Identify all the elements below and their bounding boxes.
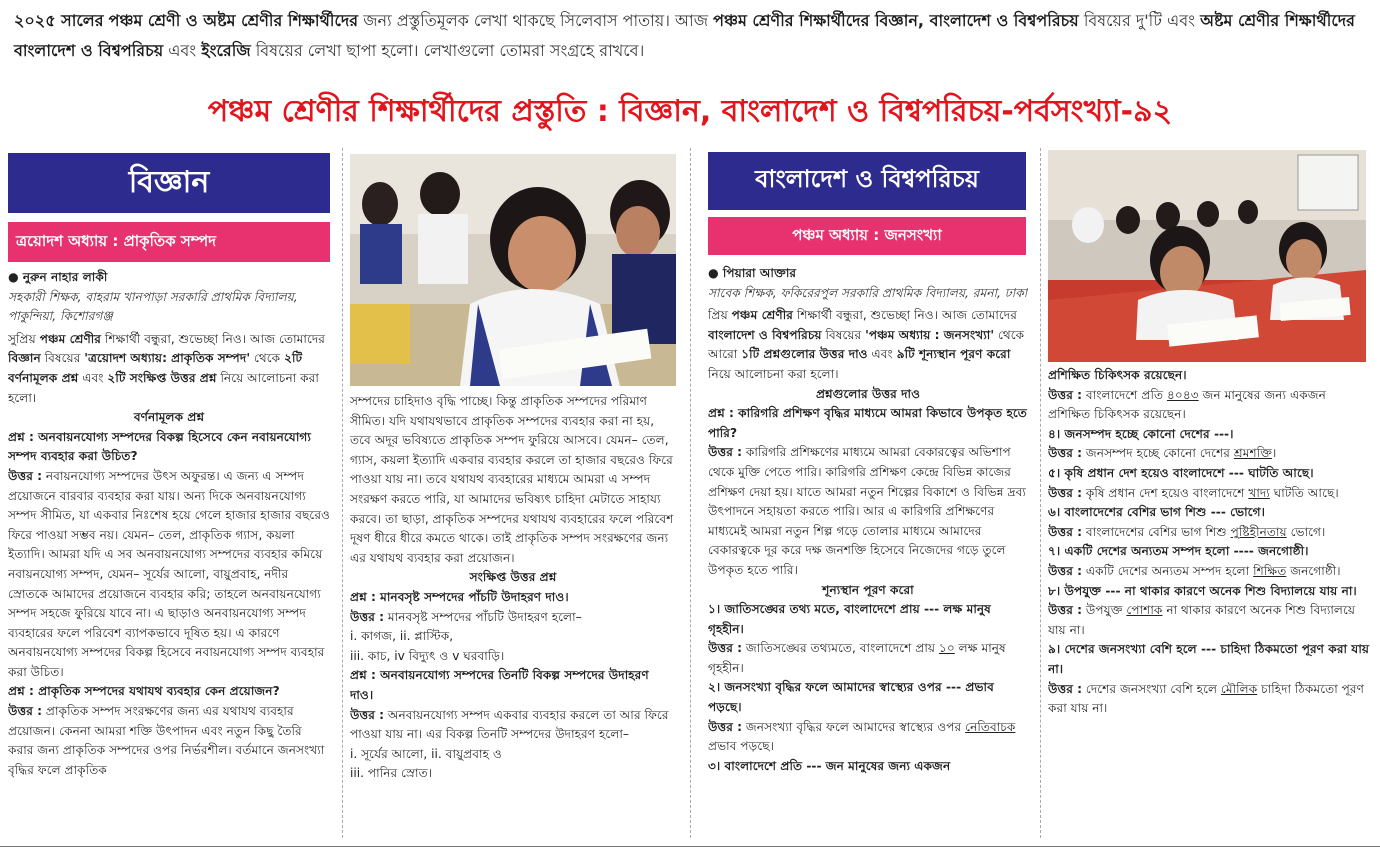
text: ভোগে। [1290, 524, 1326, 539]
text: 'ত্রয়োদশ অধ্যায়: প্রাকৃতিক সম্পদ' [84, 351, 251, 366]
answer [8, 702, 330, 780]
text: বাংলাদেশ ও বিশ্বপরিচয় [708, 327, 822, 342]
fill-answer [1048, 562, 1370, 582]
answer-text: নবায়নযোগ্য সম্পদের উৎস অফুরন্ত। এ জন্য এ সম্পদ প্রয়োজনে বারবার ব্যবহার করা যায়। অন্য দিকে অনবায়নযোগ্য সম্পদ সীমিত, যা একবার নিঃশেষ হয়ে গেলে হাজার হাজার বছরেও ফিরে পাওয়া সম্ভব নয়। যেমন– তেল, প্রাকৃতিক গ্যাস, কয়লা ইত্যাদি। আমরা যদি এ সব অনবায়নযোগ্য সম্পদের ব্যবহার কমিয়ে নবায়নযোগ্য সম্পদ, যেমন– সূর্যের আলো, বায়ুপ্রবাহ, নদীর স্রোতকে আমাদের প্রয়োজনে ব্যবহার করি; তাহলে অনবায়নযোগ্য সম্পদ সহজে ফুরিয়ে যাবে না। এ ছাড়াও অনবায়নযোগ্য সম্পদ ব্যবহারের ফলে পরিবেশ ব্যাপকভাবে দূষিত হয়। এ কারণে অনবায়নযোগ্য সম্পদের বিকল্প হিসেবে নবায়নযোগ্য সম্পদ ব্যবহার করা উচিত। [8, 468, 330, 679]
answer-label: উত্তর : [1048, 485, 1083, 500]
fill-question: ৫। কৃষি প্রধান দেশ হয়েও বাংলাদেশে --- ঘাটতি আছে। [1048, 465, 1314, 480]
section-heading: বর্ণনামূলক প্রশ্ন [133, 410, 205, 425]
bgp-column [708, 264, 1028, 840]
answer-list-line: iii. পানির স্রোত। [350, 766, 433, 781]
intro-english: ইংরেজি [201, 41, 251, 60]
answer-label: উত্তর : [8, 704, 43, 719]
answer-label: উত্তর : [1048, 603, 1083, 618]
fill-answer [1048, 484, 1370, 504]
text: জনগোষ্ঠী। [1290, 563, 1341, 578]
text: ৯টি শূন্যস্থান পূরণ করো [896, 347, 1011, 362]
answer-text: প্রাকৃতিক সম্পদ সংরক্ষণের জন্য এর যথাযথ ব্যবহার প্রয়োজন। কেননা আমরা শক্তি উৎপাদন এবং নতুন কিছু তৈরি করার জন্য প্রাকৃতিক সম্পদের ওপর নির্ভরশীল। বর্তমানে জনসংখ্যা বৃদ্ধির ফলে প্রাকৃতিক [8, 704, 325, 777]
fill-question: ৬। বাংলাদেশের বেশির ভাগ শিশু --- ভোগে। [1048, 505, 1265, 520]
bgp-banner: বাংলাদেশ ও বিশ্বপরিচয় [708, 152, 1026, 210]
answer-text: অনবায়নযোগ্য সম্পদ একবার ব্যবহার করলে তা আর ফিরে পাওয়া যায় না। এর বিকল্প তিনটি সম্পদের উদাহরণ হলো– [350, 707, 669, 742]
text: একটি দেশের অন্যতম সম্পদ হলো [1085, 563, 1250, 578]
text: বিজ্ঞান [8, 351, 41, 366]
answer-label: উত্তর : [708, 719, 743, 734]
text: ২টি সংক্ষিপ্ত উত্তর প্রশ্ন [107, 370, 217, 385]
answer-blank-value: নেতিবাচক [965, 719, 1016, 734]
text: না থাকার কারণে অনেক শিশু বিদ্যালয়ে যায় না। [1048, 603, 1356, 637]
science-column [8, 268, 330, 840]
text: নিয়ে আলোচনা করা হলো। [8, 370, 319, 405]
answer-text: মানবসৃষ্ট সম্পদের পাঁচটি উদাহরণ হলো– [387, 609, 582, 624]
bgp-continued-column [1048, 366, 1370, 840]
section-heading: সংক্ষিপ্ত উত্তর প্রশ্ন [469, 570, 557, 585]
science-designation: সহকারী শিক্ষক, বাহরাম খানপাড়া সরকারি প্রাথমিক বিদ্যালয়, পাকুন্দিয়া, কিশোরগঞ্জ [8, 289, 298, 324]
answer-label: উত্তর : [8, 468, 43, 483]
text: বাংলাদেশে প্রতি [1085, 387, 1164, 402]
text: এবং [82, 370, 104, 385]
intro-year: ২০২৫ সালের [14, 11, 104, 30]
intro-text-1: জন্য প্রস্তুতিমূলক লেখা থাকছে সিলেবাস পাতায়। আজ [363, 11, 709, 30]
intro-class8-subjects: অষ্টম শ্রেণীর শিক্ষার্থীদের বাংলাদেশ ও বিশ্বপরিচয় [14, 11, 1355, 60]
answer-label: উত্তর : [1048, 446, 1083, 461]
bgp-author: ● পিয়ারা আক্তার [708, 266, 797, 280]
fill-question: ২। জনসংখ্যা বৃদ্ধির ফলে আমাদের স্বাস্থ্যের ওপর --- প্রভাব পড়ছে। [708, 680, 994, 715]
text: ২টি বর্ণনামূলক প্রশ্ন [8, 351, 303, 385]
science-author: ● নুরুন নাহার লাকী [8, 270, 108, 284]
question: প্রশ্ন : অনবায়নযোগ্য সম্পদের তিনটি বিকল্প সম্পদের উদাহরণ দাও। [350, 668, 649, 702]
text: ১টি প্রশ্নগুলোর উত্তর দাও [741, 347, 868, 362]
answer-label: উত্তর : [708, 445, 743, 460]
fill-answer [1048, 444, 1370, 464]
answer-blank-value: শ্রমশক্তি [1233, 446, 1273, 461]
fill-answer [1048, 680, 1370, 719]
classroom-exam-photo [1048, 150, 1366, 362]
intro-classes: পঞ্চম শ্রেণী ও অষ্টম শ্রেণীর শিক্ষার্থীদের [108, 11, 359, 30]
bgp-intro [708, 306, 1028, 384]
text: জনসম্পদ হচ্ছে কোনো দেশের [1085, 446, 1230, 461]
students-writing-photo [350, 154, 676, 386]
column-divider [342, 148, 343, 838]
intro-paragraph [14, 6, 1370, 66]
answer-blank-value: ৪০৪৩ [1166, 387, 1199, 402]
answer-blank-value: খাদ্য [1248, 485, 1270, 500]
intro-text-2: বিষয়ের দু'টি এবং [1083, 11, 1196, 30]
answer-label: উত্তর : [1048, 681, 1083, 696]
text: শিক্ষার্থী বন্ধুরা, শুভেচ্ছা নিও। আজ তোমাদের [104, 331, 325, 346]
answer [350, 706, 676, 745]
answer-label: উত্তর : [1048, 563, 1083, 578]
answer [350, 608, 676, 628]
text: সুপ্রিয় [8, 331, 36, 346]
text: 'পঞ্চম অধ্যায় : জনসংখ্যা' [865, 327, 995, 342]
answer-label: উত্তর : [350, 707, 385, 722]
answer-list-line: iii. কাচ, iv বিদ্যুৎ ও v ঘরবাড়ি। [350, 648, 505, 663]
text: চাহিদা ঠিকমতো পূরণ করা যায় না। [1048, 681, 1364, 716]
answer-label: উত্তর : [1048, 524, 1083, 539]
fill-question: ১। জাতিসঙ্ঘের তথ্য মতে, বাংলাদেশে প্রায় --- লক্ষ মানুষ গৃহহীন। [708, 602, 991, 636]
section-heading: প্রশ্নগুলোর উত্তর দাও [815, 386, 921, 401]
bottom-rule [0, 846, 1380, 847]
text: লক্ষ মানুষ গৃহহীন। [708, 641, 1006, 675]
text: থেকে [253, 351, 281, 366]
text: কৃষি প্রধান দেশ হয়েও বাংলাদেশে [1085, 485, 1245, 500]
answer-continued: সম্পদের চাহিদাও বৃদ্ধি পাচ্ছে। কিন্তু প্রাকৃতিক সম্পদের পরিমাণ সীমিত। যদি যথাযথভাবে প্রাকৃতিক সম্পদের ব্যবহার করা না হয়, তবে অদূর ভবিষ্যতে প্রাকৃতিক সম্পদ ফুরিয়ে আসবে। যেমন– তেল, গ্যাস, কয়লা ইত্যাদি একবার ব্যবহার করলে তা হাজার বছরেও ফিরে পাওয়া যায় না। তবে যথাযথ ব্যবহারের মাধ্যমে আমরা এ সম্পদ সংরক্ষণ করতে পারি, যা আমাদের ভবিষ্যৎ চাহিদা মেটাতে সাহায্য করবে। তা ছাড়া, প্রাকৃতিক সম্পদের যথাযথ ব্যবহারের ফলে পরিবেশ দূষণ ধীরে ধীরে কমতে থাকে। তাই প্রাকৃতিক সম্পদ সংরক্ষণের জন্য এর যথাযথ ব্যবহার করা প্রয়োজন। [350, 394, 674, 565]
bgp-chapter-banner: পঞ্চম অধ্যায় : জনসংখ্যা [708, 217, 1026, 255]
intro-class5-subjects: পঞ্চম শ্রেণীর শিক্ষার্থীদের বিজ্ঞান, বাংলাদেশ ও বিশ্বপরিচয় [713, 11, 1079, 30]
fill-answer [1048, 386, 1370, 425]
answer [708, 443, 1028, 580]
fill-question: ৩। বাংলাদেশে প্রতি --- জন মানুষের জন্য একজন [708, 758, 951, 773]
text: নিয়ে আলোচনা করা হলো। [708, 366, 839, 381]
fill-question: ৯। দেশের জনসংখ্যা বেশি হলে --- চাহিদা ঠিকমতো পূরণ করা যায় না। [1048, 642, 1370, 676]
fill-answer [1048, 523, 1370, 543]
bgp-designation: সাবেক শিক্ষক, ফকিরেরপুল সরকারি প্রাথমিক বিদ্যালয়, রমনা, ঢাকা [708, 285, 1028, 300]
question: প্রশ্ন : মানবসৃষ্ট সম্পদের পাঁচটি উদাহরণ দাও। [350, 589, 569, 604]
answer-list-line: i. সূর্যের আলো, ii. বায়ুপ্রবাহ ও [350, 746, 502, 761]
answer-blank-value: ১০ [938, 641, 955, 656]
science-banner: বিজ্ঞান [8, 153, 330, 213]
intro-text-3: এবং [168, 41, 197, 60]
fill-question-continued: প্রশিক্ষিত চিকিৎসক রয়েছেন। [1048, 368, 1187, 382]
text: বিষয়ের [825, 327, 862, 342]
section-heading: শূন্যস্থান পূরণ করো [822, 582, 914, 597]
answer-label: উত্তর : [350, 609, 385, 624]
text: জনসংখ্যা বৃদ্ধির ফলে আমাদের স্বাস্থ্যের ওপর [745, 719, 962, 734]
text: পঞ্চম শ্রেণীর [39, 331, 102, 346]
fill-question: ৪। জনসম্পদ হচ্ছে কোনো দেশের ---। [1048, 426, 1234, 441]
answer-list-line: i. কাগজ, ii. প্লাস্টিক, [350, 629, 454, 644]
text: শিক্ষার্থী বন্ধুরা, শুভেচ্ছা নিও। আজ তোমাদের [796, 308, 1017, 323]
answer-label: উত্তর : [1048, 387, 1083, 402]
answer-label: উত্তর : [708, 641, 743, 656]
text: পঞ্চম শ্রেণীর [731, 308, 793, 323]
question: প্রশ্ন : প্রাকৃতিক সম্পদের যথাযথ ব্যবহার কেন প্রয়োজন? [8, 684, 280, 699]
text: বিষয়ের [44, 351, 81, 366]
text: জন মানুষের জন্য একজন প্রশিক্ষিত চিকিৎসক রয়েছেন। [1048, 387, 1326, 422]
text: ঘাটতি আছে। [1273, 485, 1339, 500]
classroom-exam-illustration [1048, 150, 1366, 362]
text: দেশের জনসংখ্যা বেশি হলে [1085, 681, 1218, 696]
text: । [1272, 446, 1277, 461]
text: জাতিসঙ্ঘের তথ্যমতে, বাংলাদেশে প্রায় [745, 641, 936, 656]
page-headline: পঞ্চম শ্রেণীর শিক্ষার্থীদের প্রস্তুতি : বিজ্ঞান, বাংলাদেশ ও বিশ্বপরিচয়-পর্বসংখ্যা-৯২ [207, 94, 1173, 129]
science-intro [8, 330, 330, 408]
answer-blank-value: পুষ্টিহীনতায় [1230, 524, 1287, 539]
text: এবং [871, 347, 893, 362]
text: উপযুক্ত [1085, 603, 1123, 618]
science-continued-column [350, 392, 676, 840]
intro-text-4: বিষয়ের লেখা ছাপা হলো। লেখাগুলো তোমরা সংগ্রহে রাখবে। [255, 41, 645, 60]
text: প্রভাব পড়ছে। [708, 739, 774, 754]
fill-answer [708, 639, 1028, 678]
question: প্রশ্ন : অনবায়নযোগ্য সম্পদের বিকল্প হিসেবে কেন নবায়নযোগ্য সম্পদ ব্যবহার করা উচিত? [8, 429, 311, 464]
fill-answer [708, 718, 1028, 757]
question: প্রশ্ন : কারিগরি প্রশিক্ষণ বৃদ্ধির মাধ্যমে আমরা কিভাবে উপকৃত হতে পারি? [708, 406, 1027, 440]
answer [8, 467, 330, 683]
column-divider [1040, 148, 1041, 838]
fill-question: ৭। একটি দেশের অন্যতম সম্পদ হলো ---- জনগোষ্ঠী। [1048, 544, 1309, 559]
text: বাংলাদেশের বেশির ভাগ শিশু [1085, 524, 1227, 539]
students-writing-illustration [350, 154, 676, 386]
text: থেকে আরো [708, 327, 1025, 362]
answer-text: কারিগরি প্রশিক্ষণের মাধ্যমে আমরা বেকারত্বের অভিশাপ থেকে মুক্তি পেতে পারি। কারিগরি প্রশিক্ষণ কেন্দ্রে বিভিন্ন কাজের প্রশিক্ষণ দেয়া হয়। যাতে আমরা নতুন শিল্পের বিকাশে ও বিভিন্ন দ্রব্য উৎপাদনে সহায়তা করতে পারি। আর এ কারিগরি প্রশিক্ষণের মাধ্যমেই আমরা নতুন শিল্প গড়ে তোলার মাধ্যমে আমাদের বেকারত্বকে দূর করে দক্ষ জনশক্তি হিসেবে নিজেদের গড়ে তুলে উপকৃত হতে পারি। [708, 445, 1026, 577]
answer-blank-value: পোশাক [1126, 603, 1163, 618]
fill-question: ৮। উপযুক্ত --- না থাকার কারণে অনেক শিশু বিদ্যালয়ে যায় না। [1048, 583, 1357, 598]
science-chapter-banner: ত্রয়োদশ অধ্যায় : প্রাকৃতিক সম্পদ [8, 222, 330, 262]
answer-blank-value: শিক্ষিত [1253, 563, 1287, 578]
answer-blank-value: মৌলিক [1220, 681, 1258, 696]
column-divider [690, 148, 691, 838]
fill-answer [1048, 601, 1370, 640]
text: প্রিয় [708, 308, 728, 323]
